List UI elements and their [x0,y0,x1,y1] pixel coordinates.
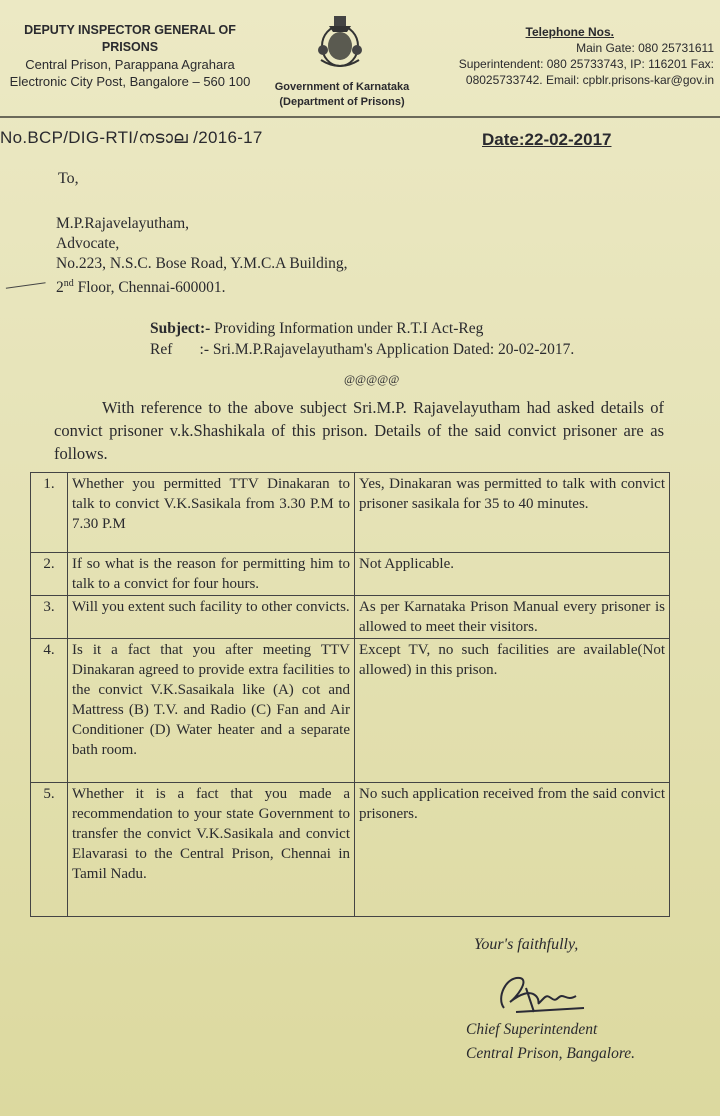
row-answer: As per Karnataka Prison Manual every prisoner is allowed to meet their visitors. [355,596,670,639]
row-number: 1. [31,473,68,553]
header-divider [0,116,720,118]
row-number: 4. [31,639,68,783]
table-row [31,639,670,783]
row-question: Will you extent such facility to other convicts. [68,596,355,639]
recipient-name: M.P.Rajavelayutham, [56,215,190,232]
subject-label: Subject:- [150,320,211,337]
row-number: 2. [31,553,68,596]
issuer-title: DEPUTY INSPECTOR GENERAL OF [24,23,236,37]
floor-suffix: nd [63,278,74,289]
recipient-street: No.223, N.S.C. Bose Road, Y.M.C.A Building, [56,255,348,272]
row-number: 5. [31,783,68,917]
signatory-block [466,1018,635,1066]
intro-paragraph: With reference to the above subject Sri.M.P. Rajavelayutham had asked details of convict prisoner v.k.Shashikala of this prison. Details of the said convict prisoner are as follows. [54,398,664,463]
row-answer: No such application received from the said convict prisoners. [355,783,670,917]
superintendent-phone: Superintendent: 080 25733743, IP: 116201 Fax: [458,57,714,71]
issuer-address-1: Central Prison, Parappana Agrahara [25,57,235,72]
issuer-address-2: Electronic City Post, Bangalore – 560 100 [9,74,251,89]
signatory-office: Central Prison, Bangalore. [466,1045,636,1062]
ref-label: Ref [150,341,173,358]
karnataka-emblem-icon [307,10,373,76]
row-question: Whether you permitted TTV Dinakaran to talk to convict V.K.Sasikala from 3.30 P.M to 7.30 P.M [68,473,355,553]
separator-mark: @@@@@ [344,372,400,386]
subject-line [150,318,574,339]
government-name: Government of Karnataka [274,81,410,93]
row-answer: Except TV, no such facilities are available(Not allowed) in this prison. [355,639,670,783]
date-day: 22 [524,130,544,149]
row-answer: Yes, Dinakaran was permitted to talk with convict prisoner sasikala for 35 to 40 minutes. [355,473,670,553]
floor-number: 2 [56,279,64,297]
salutation: Your's faithfully, [474,936,579,953]
date-label: Date: [482,130,525,149]
signatory-designation: Chief Superintendent [466,1021,598,1038]
department-name: (Department of Prisons) [279,96,405,108]
contact-block [419,24,714,88]
recipient-address [56,214,348,298]
handwritten-signature [486,968,596,1018]
issuer-title-2: PRISONS [101,40,159,54]
subject-block [150,318,574,360]
subject-text: Providing Information under R.T.I Act-Reg [210,320,484,337]
issuer-block [0,22,260,90]
telephone-title: Telephone Nos. [525,25,614,39]
reference-number: No.BCP/DIG-RTI/നടാല /2016-17 [0,128,263,147]
table-row [31,783,670,917]
row-answer: Not Applicable. [355,553,670,596]
row-question: Whether it is a fact that you made a recommendation to your state Government to transfer the convict V.K.Sasikala and convict Elavarasi to the Central Prison, Chennai in Tamil Nadu. [68,783,355,917]
department-block [262,80,422,110]
rti-table [30,472,670,917]
fax-email: 08025733742. Email: cpblr.prisons-kar@gov.in [465,73,714,87]
ref-text: :- Sri.M.P.Rajavelayutham's Application Dated: 20-02-2017. [199,341,575,358]
recipient-city [56,274,348,298]
main-gate-phone: Main Gate: 080 25731611 [576,41,714,55]
date-rest: -02-2017 [543,130,612,149]
table-row [31,473,670,553]
to-label: To, [58,170,79,187]
ref-line [150,339,574,360]
floor-city: Floor, Chennai-600001. [73,279,226,297]
table-row [31,596,670,639]
recipient-title: Advocate, [56,235,120,252]
row-number: 3. [31,596,68,639]
row-question: Is it a fact that you after meeting TTV Dinakaran agreed to provide extra facilities to the convict V.K.Sasaikala like (A) cot and Mattress (B) T.V. and Radio (C) Fan and Air Conditioner (D) Water heater and a separate bath room. [68,639,355,783]
row-question: If so what is the reason for permitting him to talk to a convict for four hours. [68,553,355,596]
table-row [31,553,670,596]
letter-date [482,130,612,150]
pen-mark [6,282,46,293]
